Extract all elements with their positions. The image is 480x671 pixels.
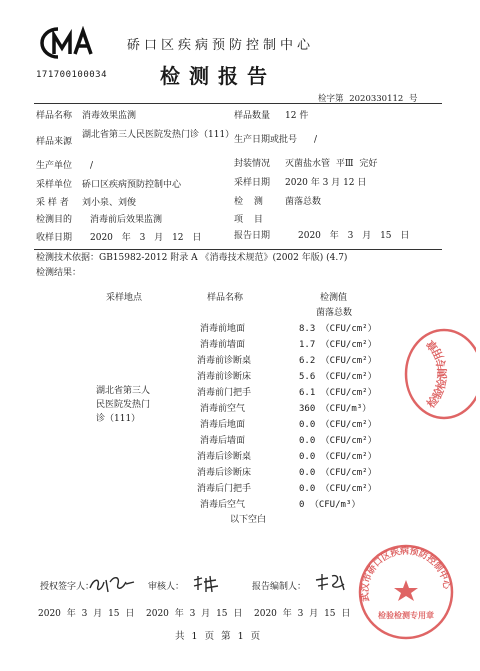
organization-name: 硚口区疾病预防控制中心: [127, 38, 315, 53]
table-row-value: 0.0 （CFU/cm²）: [299, 452, 377, 462]
editor-label: 报告编制人：: [252, 582, 307, 592]
approver-signature: [88, 574, 138, 600]
producer-value: /: [90, 161, 94, 171]
test-label: 检 测: [234, 197, 263, 207]
table-row-name: 消毒后地面: [200, 420, 246, 430]
sample-qty-label: 样品数量: [234, 111, 271, 121]
report-date-label: 报告日期: [234, 231, 271, 241]
sample-source-value: 湖北省第三人民医院发热门诊（111）: [82, 130, 235, 140]
basis-divider: [34, 249, 442, 250]
editor-signature: [314, 572, 350, 598]
table-row-value: 0.0 （CFU/cm²）: [299, 436, 377, 446]
sampling-location: 湖北省第三人民医院发热门诊（111）: [96, 386, 151, 424]
col-header-value: 检测值: [320, 293, 348, 303]
sampler-value: 刘小泉、刘俊: [82, 198, 137, 208]
end-of-table-note: 以下空白: [230, 515, 267, 525]
table-row-name: 消毒后诊断床: [197, 468, 252, 478]
sampling-unit-value: 硚口区疾病预防控制中心: [82, 180, 182, 190]
page-info: 共 1 页 第 1 页: [175, 631, 261, 642]
col-header-value-sub: 菌落总数: [316, 308, 353, 318]
purpose-value: 消毒前后效果监测: [90, 215, 163, 225]
table-row-name: 消毒前诊断床: [197, 372, 252, 382]
report-number-suffix: 号: [409, 94, 418, 104]
test-value: 菌落总数: [285, 197, 322, 207]
reviewer-signature: [192, 574, 220, 598]
official-stamp: [356, 542, 456, 642]
table-row-name: 消毒前门把手: [197, 388, 252, 398]
approver-label: 授权签字人：: [40, 582, 95, 592]
cma-cert-number: 171700100034: [36, 70, 108, 80]
receive-date-value: 2020 年 3 月 12 日: [90, 233, 202, 243]
table-row-name: 消毒后诊断桌: [197, 452, 252, 462]
sample-name-value: 消毒效果监测: [82, 111, 137, 121]
table-row-value: 0.0 （CFU/cm²）: [299, 468, 377, 478]
table-row-name: 消毒后门把手: [197, 484, 252, 494]
reviewer-date: 2020 年 3 月 15 日: [146, 609, 243, 619]
results-heading: 检测结果：: [36, 268, 82, 278]
report-number-value: 2020330112: [349, 94, 404, 104]
prod-date-label: 生产日期或批号: [234, 135, 298, 145]
table-row-value: 8.3 （CFU/cm²）: [299, 324, 377, 334]
editor-date: 2020 年 3 月 15 日: [254, 609, 351, 619]
sample-name-label: 样品名称: [36, 111, 73, 121]
table-row-name: 消毒前诊断桌: [197, 356, 252, 366]
prod-date-value: /: [314, 135, 318, 145]
sampling-unit-label: 采样单位: [36, 180, 73, 190]
table-row-value: 5.6 （CFU/cm²）: [299, 372, 377, 382]
report-date-value: 2020 年 3 月 15 日: [298, 231, 410, 241]
report-number-label: 检字第: [318, 94, 344, 104]
table-row-value: 360 （CFU/m³）: [299, 404, 372, 414]
seal-label: 封装情况: [234, 159, 271, 169]
item-label: 项 目: [234, 215, 263, 225]
purpose-label: 检测目的: [36, 215, 73, 225]
col-header-sample: 样品名称: [207, 293, 244, 303]
side-stamp-text: 检验检测专用章: [424, 337, 450, 411]
sample-qty-value: 12 件: [285, 111, 309, 121]
header-divider: [34, 103, 442, 104]
sampler-label: 采 样 者: [36, 198, 69, 208]
test-basis: 检测技术依据：GB15982-2012 附录 A 《消毒技术规范》(2002 年版) (4.7): [36, 253, 348, 263]
table-row-value: 6.2 （CFU/cm²）: [299, 356, 377, 366]
table-row-value: 0.0 （CFU/cm²）: [299, 484, 377, 494]
table-row-value: 0 （CFU/m³）: [299, 500, 361, 510]
approver-date: 2020 年 3 月 15 日: [38, 609, 135, 619]
table-row-name: 消毒后空气: [200, 500, 246, 510]
table-row-name: 消毒前地面: [200, 324, 246, 334]
table-row-name: 消毒后墙面: [200, 436, 246, 446]
side-stamp: [394, 326, 476, 422]
cma-logo: [36, 26, 100, 60]
table-row-name: 消毒前空气: [200, 404, 246, 414]
reviewer-label: 审核人：: [148, 582, 185, 592]
official-stamp-center-text: 检验检测专用章: [378, 611, 434, 620]
producer-label: 生产单位: [36, 161, 73, 171]
table-row-value: 1.7 （CFU/cm²）: [299, 340, 377, 350]
sample-source-label: 样品来源: [36, 137, 73, 147]
sampling-date-label: 采样日期: [234, 178, 271, 188]
sampling-date-value: 2020 年 3 月 12 日: [285, 178, 367, 188]
seal-value: 灭菌盐水管 平Ⅲ 完好: [285, 159, 378, 169]
document-title: 检测报告: [160, 64, 276, 88]
col-header-location: 采样地点: [106, 293, 143, 303]
official-stamp-ring-text: 武汉市硚口区疾病预防控制中心: [360, 546, 452, 603]
receive-date-label: 收样日期: [36, 233, 73, 243]
table-row-value: 6.1 （CFU/cm²）: [299, 388, 377, 398]
table-row-value: 0.0 （CFU/cm²）: [299, 420, 377, 430]
table-row-name: 消毒前墙面: [200, 340, 246, 350]
